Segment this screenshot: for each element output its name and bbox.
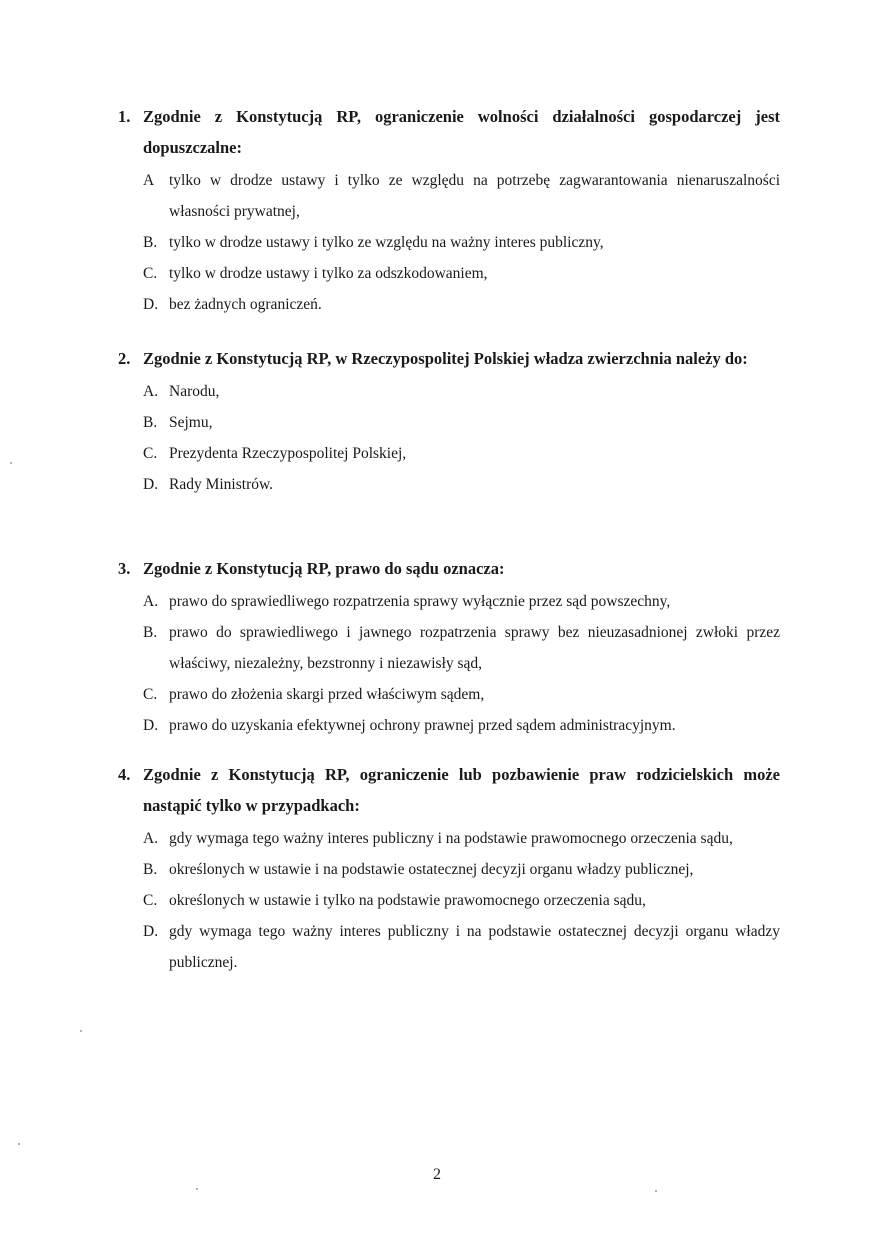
option-letter: A. (143, 593, 159, 610)
option-letter: D. (143, 923, 159, 940)
option-letter: B. (143, 234, 158, 251)
question-heading (118, 343, 780, 374)
option-letter: B. (143, 861, 158, 878)
option-a (143, 586, 780, 617)
option-text: określonych w ustawie i na podstawie ostatecznej decyzji organu władzy publicznej, (169, 861, 694, 878)
option-letter: A. (143, 383, 159, 400)
option-letter: C. (143, 265, 158, 282)
scan-speck (10, 462, 12, 464)
question-text: Zgodnie z Konstytucją RP, prawo do sądu oznacza: (143, 559, 505, 578)
option-letter: D. (143, 296, 159, 313)
option-b (143, 854, 780, 885)
question-number: 4. (118, 765, 131, 784)
question-3 (118, 553, 780, 741)
option-text: prawo do sprawiedliwego i jawnego rozpatrzenia sprawy bez nieuzasadnionej zwłoki przez właściwy, niezależny, bezstronny i niezawisły sąd, (169, 624, 780, 672)
option-text: Narodu, (169, 383, 220, 400)
question-number: 2. (118, 349, 131, 368)
question-number: 1. (118, 107, 131, 126)
option-b (143, 407, 780, 438)
option-text: tylko w drodze ustawy i tylko ze względu na ważny interes publiczny, (169, 234, 604, 251)
option-letter: A (143, 172, 155, 189)
option-text: gdy wymaga tego ważny interes publiczny i na podstawie ostatecznej decyzji organu władzy publicznej. (169, 923, 780, 971)
option-text: tylko w drodze ustawy i tylko ze względu na potrzebę zagwarantowania nienaruszalności własności prywatnej, (169, 172, 780, 220)
option-b (143, 227, 780, 258)
option-text: Prezydenta Rzeczypospolitej Polskiej, (169, 445, 407, 462)
question-heading (118, 759, 780, 821)
option-text: gdy wymaga tego ważny interes publiczny i na podstawie prawomocnego orzeczenia sądu, (169, 830, 733, 847)
question-text: Zgodnie z Konstytucją RP, ograniczenie wolności działalności gospodarczej jest dopuszczalne: (143, 107, 780, 157)
option-a (143, 376, 780, 407)
option-d (143, 469, 780, 500)
option-b (143, 617, 780, 679)
option-text: prawo do złożenia skargi przed właściwym sądem, (169, 686, 485, 703)
option-letter: B. (143, 414, 158, 431)
option-c (143, 679, 780, 710)
option-letter: D. (143, 717, 159, 734)
scan-speck (18, 1143, 20, 1145)
option-letter: A. (143, 830, 159, 847)
option-letter: B. (143, 624, 158, 641)
option-c (143, 258, 780, 289)
option-text: określonych w ustawie i tylko na podstawie prawomocnego orzeczenia sądu, (169, 892, 646, 909)
option-a (143, 823, 780, 854)
options-list (143, 586, 780, 741)
question-heading (118, 553, 780, 584)
option-text: prawo do uzyskania efektywnej ochrony prawnej przed sądem administracyjnym. (169, 717, 676, 734)
question-2 (118, 343, 780, 500)
option-text: bez żadnych ograniczeń. (169, 296, 322, 313)
option-c (143, 438, 780, 469)
option-letter: C. (143, 445, 158, 462)
option-a (143, 165, 780, 227)
question-heading (118, 101, 780, 163)
options-list (143, 165, 780, 320)
question-4 (118, 759, 780, 978)
option-letter: C. (143, 686, 158, 703)
option-d (143, 916, 780, 978)
option-text: Sejmu, (169, 414, 213, 431)
option-d (143, 710, 780, 741)
option-text: prawo do sprawiedliwego rozpatrzenia sprawy wyłącznie przez sąd powszechny, (169, 593, 671, 610)
option-c (143, 885, 780, 916)
scan-speck (196, 1188, 198, 1190)
option-text: Rady Ministrów. (169, 476, 274, 493)
page-number: 2 (433, 1166, 441, 1183)
option-text: tylko w drodze ustawy i tylko za odszkodowaniem, (169, 265, 488, 282)
question-1 (118, 101, 780, 320)
question-text: Zgodnie z Konstytucją RP, w Rzeczypospolitej Polskiej władza zwierzchnia należy do: (143, 349, 748, 368)
options-list (143, 823, 780, 978)
option-d (143, 289, 780, 320)
question-text: Zgodnie z Konstytucją RP, ograniczenie lub pozbawienie praw rodzicielskich może nastąpić tylko w przypadkach: (143, 765, 780, 815)
option-letter: D. (143, 476, 159, 493)
options-list (143, 376, 780, 500)
question-number: 3. (118, 559, 131, 578)
scan-speck (80, 1030, 82, 1032)
option-letter: C. (143, 892, 158, 909)
scan-speck (655, 1190, 657, 1192)
